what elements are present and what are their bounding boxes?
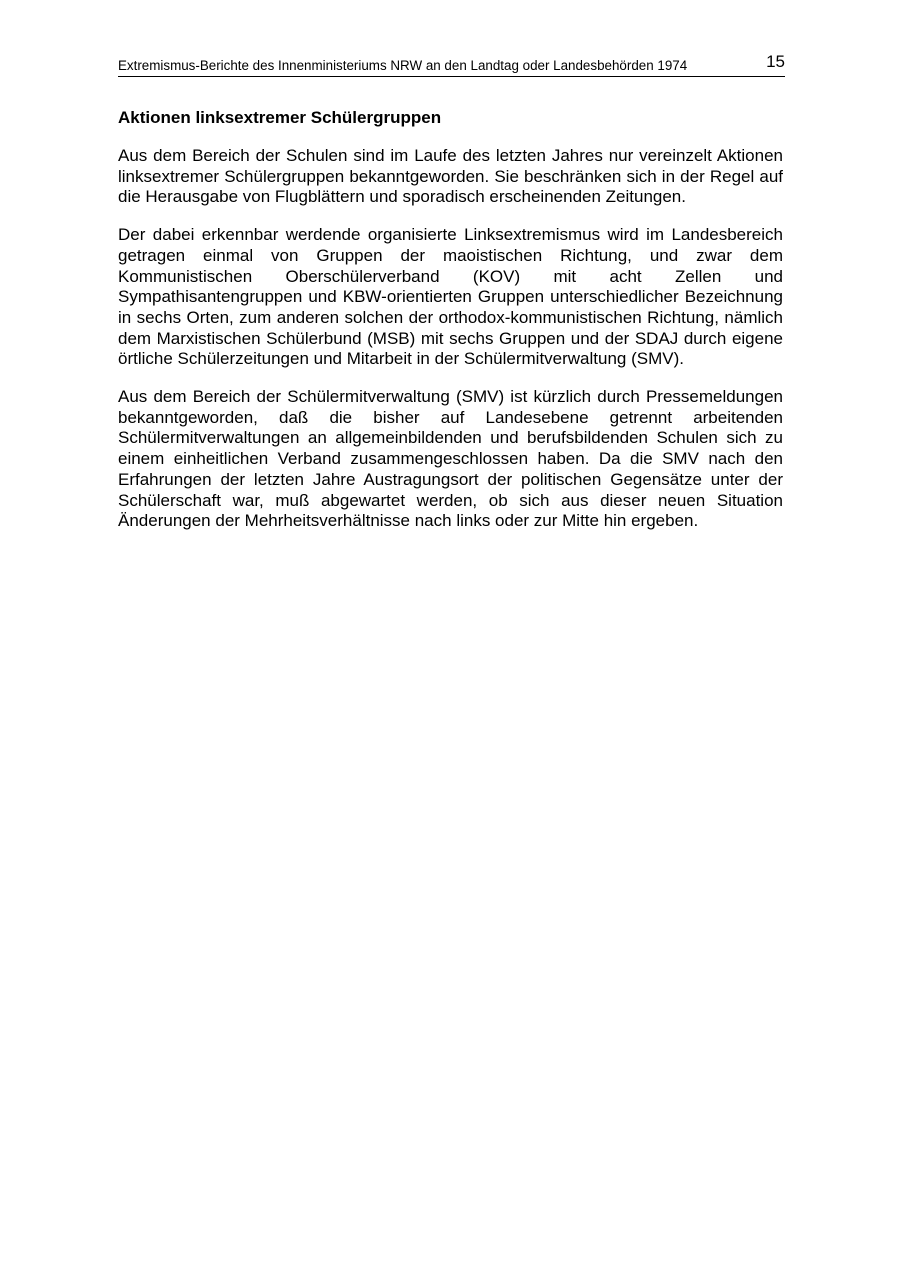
page-header: [118, 52, 785, 77]
page-number: 15: [766, 52, 785, 71]
header-title: Extremismus-Berichte des Innenministeriums NRW an den Landtag oder Landesbehörden 1974: [118, 58, 688, 73]
page-content: [118, 107, 783, 532]
paragraph-1: Aus dem Bereich der Schulen sind im Laufe des letzten Jahres nur vereinzelt Aktionen linksextremer Schülergruppen bekanntgeworden. Sie beschränken sich in der Regel auf die Herausgabe von Flugblättern und sporadisch erscheinenden Zeitungen.: [118, 146, 783, 207]
section-title: Aktionen linksextremer Schülergruppen: [118, 108, 442, 127]
paragraph-3: Aus dem Bereich der Schülermitverwaltung (SMV) ist kürzlich durch Pressemeldungen bekanntgeworden, daß die bisher auf Landesebene getrennt arbeitenden Schülermitverwaltungen an allgemeinbildenden und berufsbildenden Schulen sich zu einem einheitlichen Verband zusammengeschlossen haben. Da die SMV nach den Erfahrungen der letzten Jahre Austragungsort der politischen Gegensätze unter der Schülerschaft war, muß abgewartet werden, ob sich aus dieser neuen Situation Änderungen der Mehrheitsverhältnisse nach links oder zur Mitte hin ergeben.: [118, 387, 783, 531]
paragraph-2: Der dabei erkennbar werdende organisierte Linksextremismus wird im Landesbereich getragen einmal von Gruppen der maoistischen Richtung, und zwar dem Kommunistischen Oberschülerverband (KOV) mit acht Zellen und Sympathisantengruppen und KBW-orientierten Gruppen unterschiedlicher Bezeichnung in sechs Orten, zum anderen solchen der orthodox-kommunistischen Richtung, nämlich dem Marxistischen Schülerbund (MSB) mit sechs Gruppen und der SDAJ durch eigene örtliche Schülerzeitungen und Mitarbeit in der Schülermitverwaltung (SMV).: [118, 225, 783, 369]
